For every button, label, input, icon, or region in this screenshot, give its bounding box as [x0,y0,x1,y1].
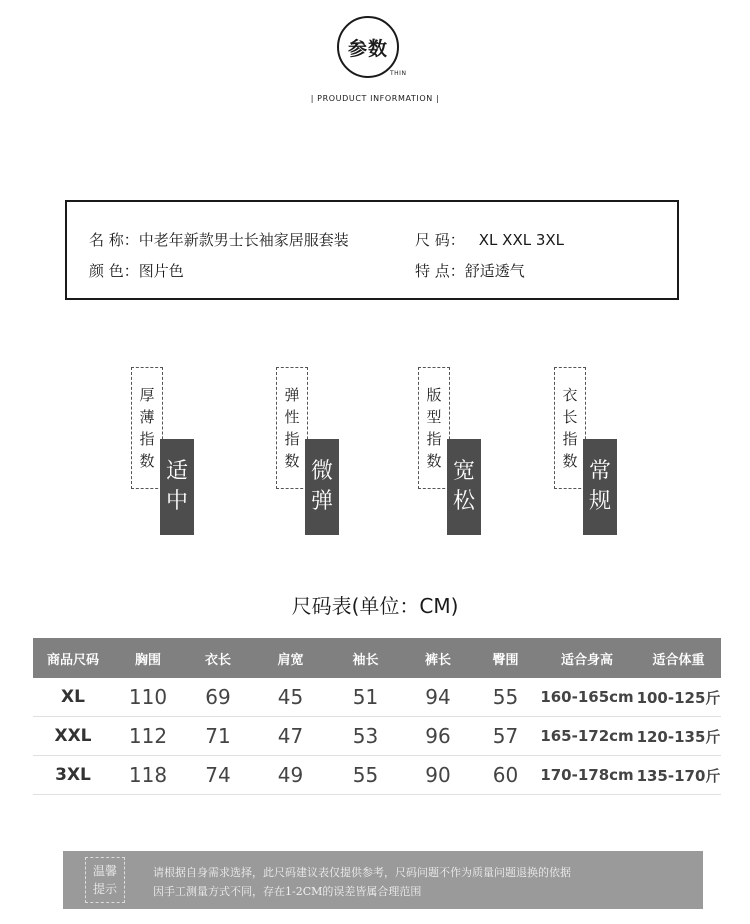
value-cell: 74 [205,763,231,787]
tip-line-1: 请根据自身需求选择，此尺码建议表仅提供参考，尺码问题不作为质量问题退换的依据 [153,866,571,879]
header-cell: 衣长 [204,652,231,668]
value-cell: 110 [128,685,168,709]
index-name: 版 型 指 数 [418,367,450,489]
name-value: 中老年新款男士长袖家居服套装 [138,231,349,249]
header-cell: 适合身高 [560,652,613,668]
index-name: 衣 长 指 数 [554,367,586,489]
value-cell: 47 [277,724,304,748]
tip-line-2: 因手工测量方式不同，存在1-2CM的误差皆属合理范围 [153,885,422,898]
tip-bar [63,851,703,909]
index-value: 常 规 [583,439,617,535]
value-cell: 112 [128,724,168,748]
value-cell: 69 [205,685,231,709]
size-cell: 3XL [55,765,91,785]
tip-badge: 温馨 提示 [85,857,125,903]
value-cell: 57 [492,724,519,748]
height-cell: 170-178cm [540,766,634,784]
header-cell: 胸围 [134,652,161,668]
value-cell: 90 [425,763,451,787]
size-row [415,229,564,250]
weight-cell: 120-135斤 [636,727,721,746]
color-row [89,260,184,281]
params-badge-text: 参数 [347,37,388,60]
index-value: 宽 松 [447,439,481,535]
value-cell: 96 [425,724,451,748]
feature-row [415,260,525,281]
size-cell: XXL [54,726,92,746]
name-row [89,229,349,250]
height-cell: 165-172cm [540,727,634,745]
index-value: 适 中 [160,439,194,535]
feature-value: 舒适透气 [464,262,525,280]
size-value: XL XXL 3XL [478,231,565,249]
size-cell: XL [61,687,85,707]
section-heading: | PROUDUCT INFORMATION | [310,94,440,103]
header-cell: 袖长 [352,652,379,668]
value-cell: 55 [352,763,379,787]
header-cell: 裤长 [424,652,451,668]
size-chart-title: 尺码表(单位：CM) [291,594,459,618]
size-chart-table [33,638,721,795]
value-cell: 49 [277,763,304,787]
header-cell: 商品尺码 [46,652,99,668]
index-name: 厚 薄 指 数 [131,367,163,489]
color-value: 图片色 [138,262,184,280]
name-label: 名 称： [89,231,139,249]
params-badge-sub: THIN [390,70,407,77]
index-value: 微 弹 [305,439,339,535]
weight-cell: 100-125斤 [636,688,721,707]
value-cell: 118 [128,763,168,787]
weight-cell: 135-170斤 [636,766,721,785]
params-badge [337,16,399,78]
value-cell: 71 [205,724,231,748]
tip-text [153,863,571,901]
color-label: 颜 色： [89,262,139,280]
size-label: 尺 码： [415,231,465,249]
header-cell: 臀围 [492,652,519,668]
value-cell: 55 [492,685,519,709]
product-info-box [65,200,679,300]
index-name: 弹 性 指 数 [276,367,308,489]
value-cell: 45 [277,685,304,709]
table-row [33,756,721,795]
value-cell: 53 [352,724,379,748]
table-row [33,717,721,756]
header-cell: 适合体重 [652,652,705,668]
value-cell: 94 [425,685,451,709]
size-chart-header [33,638,721,678]
height-cell: 160-165cm [540,688,634,706]
header-cell: 肩宽 [277,652,304,668]
value-cell: 60 [492,763,519,787]
feature-label: 特 点： [415,262,465,280]
value-cell: 51 [352,685,379,709]
table-row [33,678,721,717]
